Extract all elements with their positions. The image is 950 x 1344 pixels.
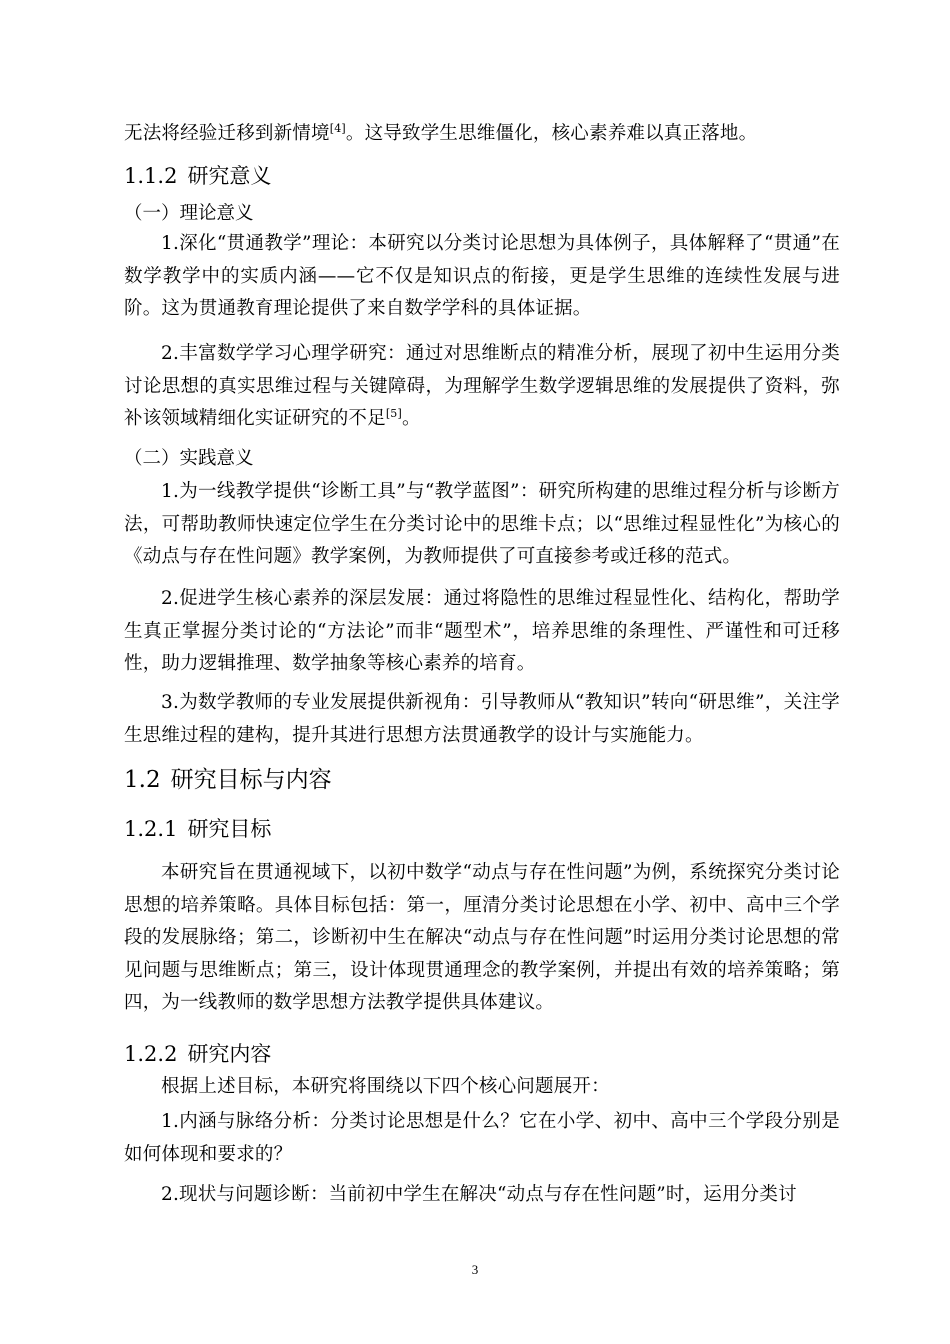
theory-p2-tail: 。 bbox=[402, 408, 421, 429]
intro-tail: 。这导致学生思维僵化，核心素养难以真正落地。 bbox=[345, 123, 758, 144]
practice-paragraph-2: 2.促进学生核心素养的深层发展：通过将隐性的思维过程显性化、结构化，帮助学生真正掌握分类讨论的“方法论”而非“题型术”，培养思维的条理性、严谨性和可迁移性，助力逻辑推理、数学抽象等核心素养的培育。 bbox=[124, 588, 840, 674]
section-heading-1-2-2 bbox=[124, 1038, 271, 1068]
subheading-practice: （二）实践意义 bbox=[124, 448, 254, 469]
section-heading-1-2-1 bbox=[124, 813, 271, 843]
practice-paragraph-3: 3.为数学教师的专业发展提供新视角：引导教师从“教知识”转向“研思维”，关注学生思维过程的建构，提升其进行思想方法贯通教学的设计与实施能力。 bbox=[124, 692, 840, 746]
section-heading-1-2 bbox=[124, 761, 332, 794]
page-number: 3 bbox=[471, 1262, 479, 1277]
section-title: 研究内容 bbox=[187, 1042, 272, 1066]
intro-paragraph bbox=[124, 118, 840, 151]
section-number: 1.2 bbox=[124, 767, 161, 793]
theory-paragraph-2 bbox=[124, 338, 840, 436]
section-heading-1-1-2 bbox=[124, 160, 271, 190]
subheading-theory: （一）理论意义 bbox=[124, 203, 254, 224]
content-paragraph-1: 根据上述目标，本研究将围绕以下四个核心问题展开： bbox=[161, 1076, 610, 1097]
section-number: 1.1.2 bbox=[124, 164, 178, 188]
section-title: 研究目标与内容 bbox=[170, 767, 332, 793]
section-title: 研究意义 bbox=[187, 164, 272, 188]
content-paragraph-2: 1.内涵与脉络分析：分类讨论思想是什么？它在小学、初中、高中三个学段分别是如何体现和要求的？ bbox=[124, 1111, 840, 1165]
theory-paragraph-1: 1.深化“贯通教学”理论：本研究以分类讨论思想为具体例子，具体解释了“贯通”在数学教学中的实质内涵——它不仅是知识点的衔接，更是学生思维的连续性发展与进阶。这为贯通教育理论提供了来自数学学科的具体证据。 bbox=[124, 233, 840, 319]
goals-paragraph: 本研究旨在贯通视域下，以初中数学“动点与存在性问题”为例，系统探究分类讨论思想的培养策略。具体目标包括：第一，厘清分类讨论思想在小学、初中、高中三个学段的发展脉络；第二，诊断初中生在解决“动点与存在性问题”时运用分类讨论思想的常见问题与思维断点；第三，设计体现贯通理念的教学案例，并提出有效的培养策略；第四，为一线教师的数学思想方法教学提供具体建议。 bbox=[124, 862, 840, 1013]
section-title: 研究目标 bbox=[187, 817, 272, 841]
section-number: 1.2.2 bbox=[124, 1042, 178, 1066]
citation-ref: [4] bbox=[329, 121, 346, 135]
citation-ref: [5] bbox=[385, 406, 402, 420]
theory-p2-text: 2.丰富数学学习心理学研究：通过对思维断点的精准分析，展现了初中生运用分类讨论思想的真实思维过程与关键障碍，为理解学生数学逻辑思维的发展提供了资料，弥补该领域精细化实证研究的不足 bbox=[124, 343, 840, 429]
content-paragraph-3: 2.现状与问题诊断：当前初中学生在解决“动点与存在性问题”时，运用分类讨 bbox=[161, 1184, 797, 1205]
practice-paragraph-1: 1.为一线教学提供“诊断工具”与“教学蓝图”：研究所构建的思维过程分析与诊断方法，可帮助教师快速定位学生在分类讨论中的思维卡点；以“思维过程显性化”为核心的《动点与存在性问题》教学案例，为教师提供了可直接参考或迁移的范式。 bbox=[124, 481, 840, 567]
section-number: 1.2.1 bbox=[124, 817, 178, 841]
intro-text: 无法将经验迁移到新情境 bbox=[124, 123, 330, 144]
